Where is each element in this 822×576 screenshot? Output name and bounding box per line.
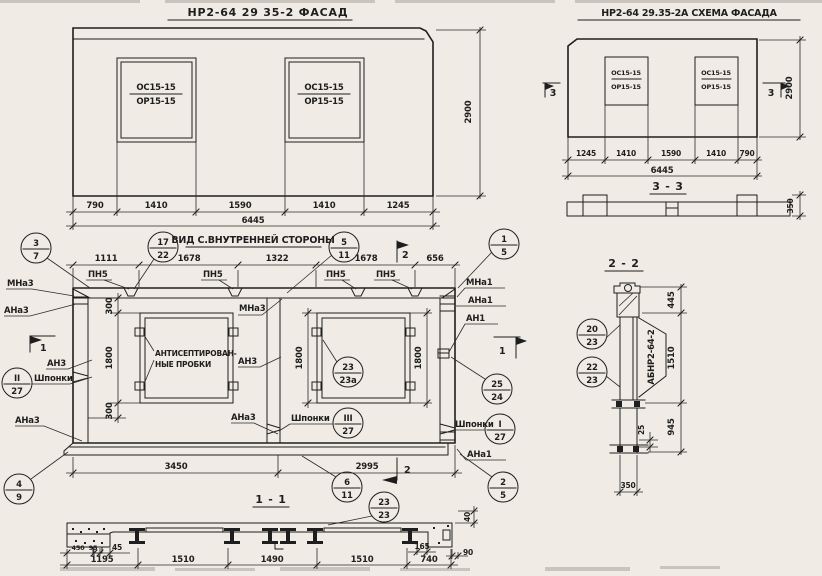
facade-window1-label-top: ОС15-15 — [136, 83, 176, 93]
scheme-window1-label-bottom: ОР15-15 — [611, 83, 641, 91]
svg-text:27: 27 — [342, 427, 354, 437]
svg-text:23: 23 — [586, 338, 598, 348]
inner-dim-3450: 3450 — [164, 462, 188, 472]
facade-view — [66, 6, 486, 230]
scheme-dim-1245: 1245 — [575, 149, 597, 158]
section-1-1 — [60, 493, 478, 569]
section-2-2-part-label: АБНР2-64-2 — [647, 329, 657, 385]
section-3-3 — [567, 180, 806, 220]
inner-label-an3-mid: АН3 — [238, 357, 258, 367]
inner-dim-656: 656 — [426, 254, 444, 264]
flag-1-right-label: 1 — [499, 346, 506, 357]
inner-dim-1800c: 1800 — [414, 346, 424, 370]
svg-text:24: 24 — [491, 393, 503, 403]
section-1-1-title: 1 - 1 — [255, 493, 287, 506]
sec11-dim-1195: 1195 — [90, 555, 114, 565]
svg-text:23: 23 — [378, 498, 390, 508]
facade-window2-label-bottom: ОР15-15 — [304, 97, 344, 107]
svg-text:17: 17 — [157, 238, 169, 248]
scheme-window2-label-top: ОС15-15 — [701, 69, 731, 77]
flag-2-top-label: 2 — [402, 250, 409, 261]
inner-title: ВИД С.ВНУТРЕННЕЙ СТОРОНЫ — [171, 235, 335, 246]
scheme-extension-lines — [568, 40, 806, 180]
scheme-windows — [605, 57, 738, 105]
svg-text:27: 27 — [494, 433, 506, 443]
leader — [606, 325, 620, 338]
flag-2-bottom-pennant — [382, 476, 397, 484]
svg-text:7: 7 — [33, 252, 39, 262]
sec22-dim-1510: 1510 — [667, 346, 677, 370]
facade-extension-lines — [73, 30, 486, 230]
sec11-dim-1510b: 1510 — [350, 555, 374, 565]
svg-text:9: 9 — [16, 493, 22, 503]
svg-text:25: 25 — [491, 380, 503, 390]
inner-dim-1111: 1111 — [94, 254, 118, 264]
sec11-dim-450: 450 — [71, 544, 85, 552]
leader — [451, 357, 485, 379]
inner-dim-lines — [66, 265, 462, 473]
scheme-dim-1410b: 1410 — [705, 149, 727, 158]
scheme-dim-height: 2900 — [785, 76, 795, 100]
inner-label-pn5-2: ПН5 — [203, 270, 223, 280]
inner-flag-1-left — [30, 336, 55, 354]
callout-20-23 — [577, 319, 620, 349]
svg-text:11: 11 — [338, 251, 350, 261]
svg-text:1: 1 — [501, 235, 507, 245]
svg-text:20: 20 — [586, 325, 598, 335]
callout-II-27 — [2, 368, 92, 398]
inner-label-ana3-mid: АНа3 — [231, 413, 256, 423]
inner-dim-ticks — [70, 262, 458, 476]
section-3-3-profile — [567, 195, 790, 216]
svg-text:22: 22 — [157, 251, 169, 261]
callout-23-23a — [323, 340, 363, 387]
section-3-3-title: 3 - 3 — [652, 180, 684, 193]
section-2-2 — [605, 257, 687, 496]
facade-dim-1590: 1590 — [228, 201, 252, 211]
flag-1-right-pennant — [516, 337, 527, 345]
inner-dim-2995: 2995 — [355, 462, 379, 472]
callout-23-23 — [328, 492, 399, 525]
inner-label-pn5-3: ПН5 — [326, 270, 346, 280]
svg-text:4: 4 — [16, 480, 22, 490]
callout-2-5 — [460, 454, 518, 502]
flag-2-top-pennant — [397, 241, 409, 249]
sec22-dim-350: 350 — [620, 481, 636, 490]
scheme-window1-label-top: ОС15-15 — [611, 69, 641, 77]
flag-1-left-label: 1 — [40, 343, 47, 354]
facade-dim-height: 2900 — [464, 100, 474, 124]
scheme-section-mark-left-label: 3 — [549, 88, 557, 99]
leader — [31, 452, 68, 479]
inner-note-line1: АНТИСЕПТИРОВАН- — [155, 349, 237, 358]
svg-text:5: 5 — [341, 238, 347, 248]
sec22-dim-25: 25 — [637, 424, 646, 436]
section-2-2-title: 2 - 2 — [608, 257, 640, 270]
leader — [606, 376, 620, 387]
inner-label-mna3-mid: МНа3 — [239, 304, 266, 314]
svg-text:23: 23 — [378, 511, 390, 521]
inner-dim-300b: 300 — [105, 402, 115, 420]
section-2-2-extensions — [620, 287, 687, 496]
sec11-dim-740: 740 — [420, 555, 438, 565]
inner-label-pn5-4: ПН5 — [376, 270, 396, 280]
shponki-label-mid: Шпонки — [291, 414, 330, 424]
facade-dim-1410a: 1410 — [144, 201, 168, 211]
scheme-title: НР2-64 29.35-2А СХЕМА ФАСАДА — [601, 8, 777, 19]
facade-window1-label-bottom: ОР15-15 — [136, 97, 176, 107]
sec11-dim-1490: 1490 — [260, 555, 284, 565]
shponki-label-left: Шпонки — [34, 374, 73, 384]
scheme-view — [543, 8, 806, 180]
section-2-2-dim-lines — [614, 284, 681, 492]
flag-2-bottom-label: 2 — [404, 465, 411, 476]
sec11-dim-1510a: 1510 — [171, 555, 195, 565]
inner-label-ana1-bottom: АНа1 — [467, 450, 492, 460]
sec22-dim-445: 445 — [667, 291, 677, 309]
shponki-label-right: Шпонки — [455, 420, 494, 430]
callout-4-9 — [4, 452, 68, 504]
inner-label-an1: АН1 — [466, 314, 486, 324]
scheme-dim-total: 6445 — [650, 166, 674, 176]
leader — [323, 340, 337, 362]
section-2-2-dim-ticks — [617, 284, 684, 495]
svg-text:III: III — [343, 414, 353, 424]
inner-label-mna3-left: МНа3 — [7, 279, 34, 289]
inner-flange-loops — [124, 288, 422, 296]
inner-label-ana3-bottom-left: АНа3 — [15, 416, 40, 426]
callout-6-11 — [302, 456, 362, 502]
callout-25-24 — [451, 357, 512, 404]
facade-dim-1245: 1245 — [386, 201, 410, 211]
scheme-dim-790: 790 — [739, 149, 755, 158]
inner-dim-1322: 1322 — [265, 254, 289, 264]
svg-text:I: I — [498, 420, 502, 430]
facade-dim-1410b: 1410 — [312, 201, 336, 211]
inner-label-ana1-top: АНа1 — [468, 296, 493, 306]
inner-windows — [140, 313, 410, 403]
svg-text:2: 2 — [500, 478, 506, 488]
inner-dim-300a: 300 — [105, 297, 115, 315]
section-1-1-profile — [67, 523, 452, 553]
section-2-2-lift-loop — [625, 285, 632, 292]
inner-view — [4, 234, 527, 484]
sec11-dim-165: 165 — [414, 542, 430, 551]
svg-text:27: 27 — [11, 387, 23, 397]
facade-dim-total: 6445 — [241, 216, 265, 226]
leader — [302, 456, 336, 477]
facade-dim-ticks — [70, 27, 483, 229]
svg-text:11: 11 — [341, 491, 353, 501]
facade-window2-label-top: ОС15-15 — [304, 83, 344, 93]
svg-text:23: 23 — [342, 363, 354, 373]
inner-label-ana3-left: АНа3 — [4, 306, 29, 316]
section-2-2-hatch — [619, 293, 637, 315]
scheme-dim-1590: 1590 — [660, 149, 682, 158]
callout-III-27 — [279, 408, 363, 438]
sec11-dim-90: 90 — [463, 548, 474, 557]
inner-plinth — [64, 443, 448, 455]
scheme-dim-1410a: 1410 — [615, 149, 637, 158]
sec11-dim-95: 95 — [88, 544, 98, 552]
svg-text:5: 5 — [500, 491, 506, 501]
leader — [279, 424, 333, 431]
inner-flag-2-top — [397, 241, 409, 262]
sec11-dim-40: 40 — [463, 511, 472, 523]
svg-text:5: 5 — [501, 248, 507, 258]
inner-note-line2: НЫЕ ПРОБКИ — [155, 360, 212, 369]
inner-label-mna1: МНа1 — [466, 278, 493, 288]
callout-22-23 — [577, 357, 620, 387]
section-3-3-dim-350: 350 — [786, 198, 795, 214]
facade-panel-outline — [73, 28, 433, 196]
inner-label-an3-left: АН3 — [47, 359, 67, 369]
leader — [47, 258, 90, 288]
inner-flag-1-right — [494, 337, 527, 358]
inner-label-pn5-1: ПН5 — [88, 270, 108, 280]
leader — [328, 516, 372, 525]
sec11-dim-45: 45 — [111, 543, 123, 552]
sec22-dim-945: 945 — [667, 418, 677, 436]
scheme-window2-label-bottom: ОР15-15 — [701, 83, 731, 91]
svg-text:3: 3 — [33, 239, 39, 249]
inner-window-plugs — [135, 328, 415, 390]
inner-dim-1800b: 1800 — [295, 346, 305, 370]
inner-dim-1678a: 1678 — [177, 254, 201, 264]
svg-text:6: 6 — [344, 478, 350, 488]
inner-dim-1800a: 1800 — [105, 346, 115, 370]
leader — [444, 430, 485, 433]
svg-text:23: 23 — [586, 376, 598, 386]
svg-text:22: 22 — [586, 363, 598, 373]
inner-flag-2-bottom — [382, 458, 410, 484]
facade-dim-790: 790 — [86, 201, 104, 211]
scheme-dim-ticks — [565, 37, 803, 179]
inner-dim-1678b: 1678 — [354, 254, 378, 264]
svg-text:23а: 23а — [339, 376, 357, 386]
facade-title: НР2-64 29 35-2 ФАСАД — [187, 6, 349, 19]
scheme-section-mark-right-label: 3 — [767, 88, 775, 99]
leader — [134, 259, 154, 289]
svg-text:II: II — [14, 374, 20, 384]
